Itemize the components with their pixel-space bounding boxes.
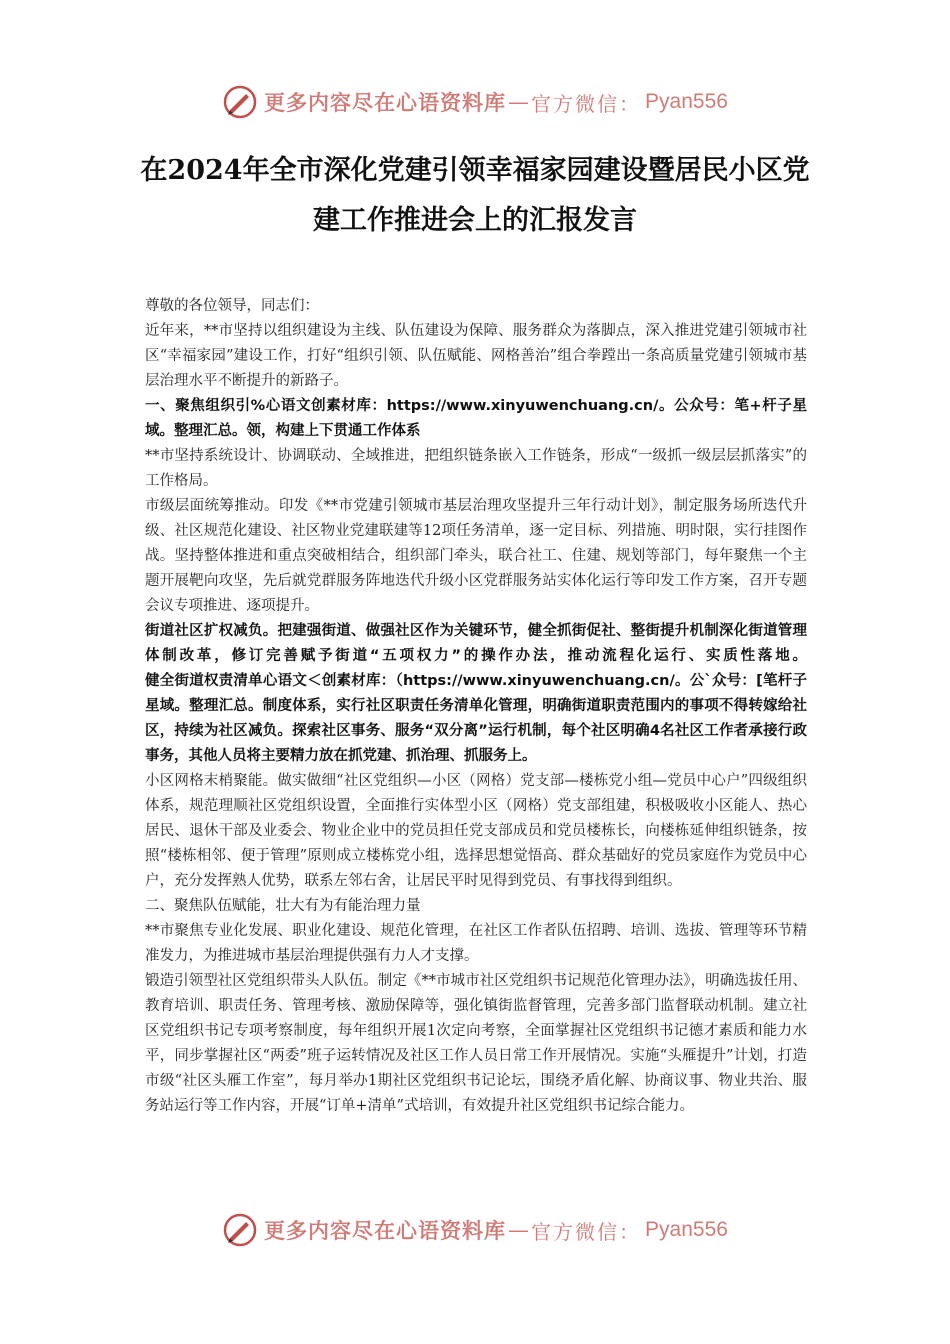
footer-banner [0,1212,950,1248]
banner-brand: 更多内容尽在心语资料库 [264,1218,507,1243]
pen-logo-icon [222,1212,258,1248]
bold-paragraph: 街道社区扩权减负。把建强街道、做强社区作为关键环节，健全抓街促社、整街提升机制深化街道管理体制改革，修订完善赋予街道“五项权力”的操作办法，推动流程化运行、实质性落地。 [145,623,807,664]
salutation: 尊敬的各位领导，同志们： [145,298,319,314]
pen-logo-icon [222,84,258,120]
document-title: 在2024年全市深化党建引领幸福家园建设暨居民小区党建工作推进会上的汇报发言 [140,155,810,236]
document-body [145,294,807,1119]
bold-paragraph: 健全街道权责清单心语文＜创素材库：（https://www.xinyuwenchuang.cn/。公`众号：[笔杆子星域。整理汇总。制度体系，实行社区职责任务清单化管理，明确街道职责范围内的事项不得转嫁给社区，持续为社区减负。探索社区事务、服务“双分离”运行机制，每个社区明确4名社区工作者承接行政事务，其他人员将主要精力放在抓党建、抓治理、抓服务上。 [145,673,807,764]
header-banner [0,84,950,120]
banner-brand: 更多内容尽在心语资料库 [264,90,507,115]
paragraph: **市聚焦专业化发展、职业化建设、规范化管理，在社区工作者队伍招聘、培训、选拔、管理等环节精准发力，为推进城市基层治理提供强有力人才支撑。 [145,923,807,964]
paragraph: 锻造引领型社区党组织带头人队伍。制定《**市城市社区党组织书记规范化管理办法》，明确选拔任用、教育培训、职责任务、管理考核、激励保障等，强化镇街监督管理，完善多部门监督联动机制。建立社区党组织书记专项考察制度，每年组织开展1次定向考察，全面掌握社区党组织书记德才素质和能力水平，同步掌握社区“两委”班子运转情况及社区工作人员日常工作开展情况。实施“头雁提升”计划，打造市级“社区头雁工作室”，每月举办1期社区党组织书记论坛，围绕矛盾化解、协商议事、物业共治、服务站运行等工作内容，开展“订单+清单”式培训，有效提升社区党组织书记综合能力。 [145,973,807,1114]
intro-paragraph: 近年来，**市坚持以组织建设为主线、队伍建设为保障、服务群众为落脚点，深入推进党建引领城市社区“幸福家园”建设工作，打好“组织引领、队伍赋能、网格善治”组合拳蹚出一条高质量党建引领城市基层治理水平不断提升的新路子。 [145,323,807,389]
banner-label: 官方微信： [531,1219,642,1244]
section-heading-1: 一、聚焦组织引%心语文创素材库：https://www.xinyuwenchuang.cn/。公众号：笔+杆子星域。整理汇总。领，构建上下贯通工作体系 [145,398,807,439]
paragraph: **市坚持系统设计、协调联动、全域推进，把组织链条嵌入工作链条，形成“一级抓一级层层抓落实”的工作格局。 [145,448,807,489]
banner-label: 官方微信： [531,91,642,116]
banner-wechat-id: Pyan556 [645,90,728,113]
banner-dash: — [508,90,530,114]
banner-wechat-id: Pyan556 [645,1218,728,1241]
section-heading-2: 二、聚焦队伍赋能，壮大有为有能治理力量 [145,898,421,914]
banner-dash: — [508,1218,530,1242]
paragraph: 小区网格末梢聚能。做实做细“社区党组织—小区（网格）党支部—楼栋党小组—党员中心户”四级组织体系，规范理顺社区党组织设置，全面推行实体型小区（网格）党支部组建，积极吸收小区能人、热心居民、退休干部及业委会、物业企业中的党员担任党支部成员和党员楼栋长，向楼栋延伸组织链条，按照“楼栋相邻、便于管理”原则成立楼栋党小组，选择思想觉悟高、群众基础好的党员家庭作为党员中心户，充分发挥熟人优势，联系左邻右舍，让居民平时见得到党员、有事找得到组织。 [145,773,807,889]
paragraph: 市级层面统筹推动。印发《**市党建引领城市基层治理攻坚提升三年行动计划》，制定服务场所迭代升级、社区规范化建设、社区物业党建联建等12项任务清单，逐一定目标、列措施、明时限，实行挂图作战。坚持整体推进和重点突破相结合，组织部门牵头，联合社工、住建、规划等部门，每年聚焦一个主题开展靶向攻坚，先后就党群服务阵地迭代升级小区党群服务站实体化运行等印发工作方案，召开专题会议专项推进、逐项提升。 [145,498,807,614]
